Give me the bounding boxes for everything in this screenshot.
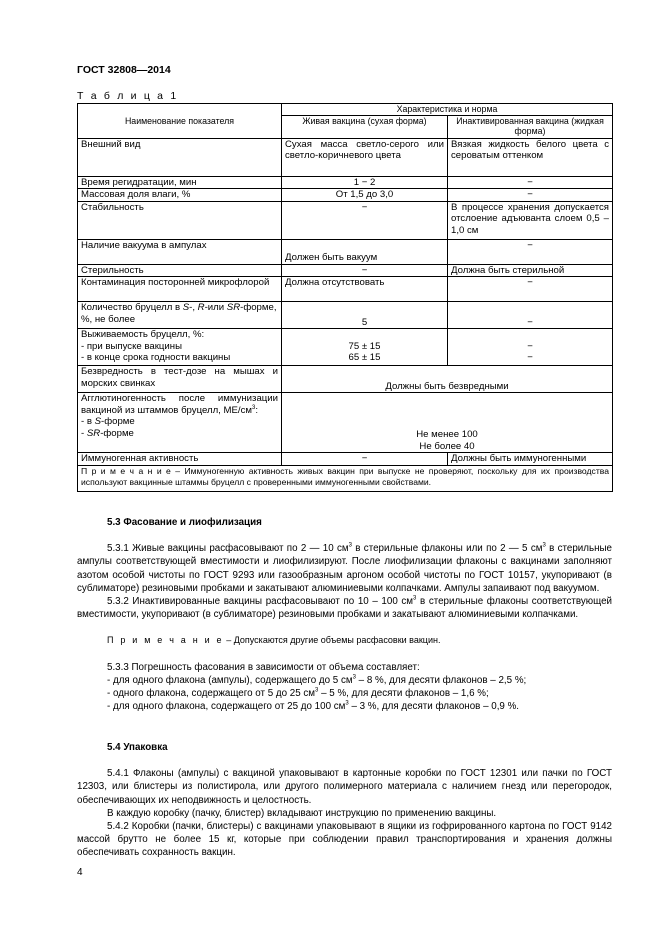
text-part: – 3 %, для десяти флаконов – 0,9 %. — [348, 701, 520, 713]
superscript: 3 — [542, 542, 546, 549]
text-part: - — [81, 428, 87, 440]
paragraph: 5.3.3 Погрешность фасования в зависимости от объема составляет: — [107, 661, 420, 673]
col-header-inact: Инактивированная вакцина (жидкая форма) — [448, 115, 613, 138]
row-name: Массовая доля влаги, % — [78, 189, 282, 202]
superscript: 3 — [251, 404, 256, 411]
row-name — [78, 302, 282, 329]
table-row — [78, 138, 613, 176]
row-sub: - при выпуске вакцины — [81, 340, 182, 352]
row-merged — [282, 393, 613, 453]
row-name: Стабильность — [78, 201, 282, 239]
row-inact: Вязкая жидкость белого цвета с сероватым оттенком — [448, 138, 613, 176]
row-name: Иммуногенная активность — [78, 453, 282, 466]
row-inact: Должны быть иммуногенными — [448, 453, 613, 466]
row-title: Агглютиногенность после иммунизации вакциной из штаммов бруцелл, МЕ/см — [81, 393, 278, 416]
row-inact: − — [448, 176, 613, 189]
col-header-live: Живая вакцина (сухая форма) — [282, 115, 448, 138]
row-live: − — [282, 453, 448, 466]
col-header-name: Наименование показателя — [78, 104, 282, 139]
row-live: − — [282, 201, 448, 239]
row-live: − — [282, 264, 448, 277]
paragraph: В каждую коробку (пачку, блистер) вкладывают инструкцию по применению вакцины. — [107, 807, 497, 819]
row-inact: − — [448, 277, 613, 302]
section-5-3 — [77, 516, 612, 713]
text-part: в стерильные флаконы или по 2 — 5 см — [351, 543, 543, 555]
text-part: Количество бруцелл в — [81, 302, 183, 314]
text-part: -, — [189, 302, 198, 314]
superscript: 3 — [352, 674, 356, 681]
list-item — [77, 700, 612, 713]
table-row — [78, 176, 613, 189]
paragraph: 5.4.1 Флаконы (ампулы) с вакциной упаковывают в картонные коробки по ГОСТ 12301 или пачки по ГОСТ 12303, или блистеры из полистирола, или другого полимерного материала с наличием гнезд или перегородок, обеспечивающих их неподвижность и целостность. — [77, 768, 612, 806]
text-part: -форме, %, не более — [81, 302, 277, 325]
text-part: - одного флакона, содержащего от 5 до 25 см — [107, 688, 316, 700]
section-title: 5.4 Упаковка — [107, 742, 168, 753]
value: 65 ± 15 — [348, 352, 381, 364]
row-live: Должен быть вакуум — [282, 239, 448, 264]
text-part: – 5 %, для десяти флаконов – 1,6 %; — [318, 688, 489, 700]
row-name — [78, 393, 282, 453]
table-row — [78, 329, 613, 366]
row-name: Стерильность — [78, 264, 282, 277]
note — [77, 634, 612, 647]
row-merged: Должны быть безвредными — [282, 366, 613, 393]
section-5-4 — [77, 741, 612, 860]
section-title: 5.3 Фасование и лиофилизация — [107, 517, 262, 528]
col-header-group: Характеристика и норма — [282, 104, 613, 116]
row-live: 1 − 2 — [282, 176, 448, 189]
row-inact: − — [448, 239, 613, 264]
row-live: Должна отсутствовать — [282, 277, 448, 302]
note-text: – Иммуногенную активность живых вакцин при выпуске не проверяют, поскольку для их производства используют вакцинные штаммы бруцелл с проверенными иммуногенными свойствами. — [81, 465, 610, 487]
text-part: -форме — [101, 416, 135, 428]
value: 75 ± 15 — [348, 340, 381, 352]
text-part: в стерильные флаконы соответствующей вместимости, укупоривают (в сублиматоре) резиновыми пробками и закатывают алюминиевыми колпачками. — [77, 596, 612, 621]
superscript: 3 — [413, 595, 417, 602]
row-live: 5 — [282, 302, 448, 329]
note-label: П р и м е ч а н и е — [107, 635, 224, 646]
row-inact: В процессе хранения допускается отслоение адъюванта слоем 0,5 – 1,0 см — [448, 201, 613, 239]
text-part: SR — [226, 302, 241, 314]
text-part: в стерильные ампулы соответствующей вместимости и лиофилизируют. После лиофилизации флаконы с вакцинами заполняют азотом особой чистоты по ГОСТ 9293 или газообразным аргоном особой чистоты по ГОСТ 10157, укупоривают (в сублиматоре) резиновыми пробками и закатывают алюминиевыми колпачками. Ампулы запаивают под вакуумом. — [77, 543, 613, 594]
text-part: - для одного флакона (ампулы), содержащего до 5 см — [107, 674, 353, 686]
text-part: - в — [81, 416, 95, 428]
superscript: 3 — [315, 687, 319, 694]
row-name: Внешний вид — [78, 138, 282, 176]
table-row — [78, 189, 613, 202]
table-row — [78, 277, 613, 302]
value: Не менее 100 — [416, 429, 478, 441]
row-name: Безвредность в тест-дозе на мышах и морских свинках — [78, 366, 282, 393]
row-inact: − — [448, 189, 613, 202]
value: − — [527, 352, 533, 364]
row-inact — [448, 329, 613, 366]
text-part: R — [197, 302, 205, 314]
list-item — [77, 687, 612, 700]
text-part: -или — [204, 302, 227, 314]
row-inact: Должна быть стерильной — [448, 264, 613, 277]
text-part: S — [182, 302, 190, 314]
row-live: Сухая масса светло-серого или светло-коричневого цвета — [282, 138, 448, 176]
paragraph — [77, 542, 612, 595]
text-part: S — [94, 416, 102, 428]
note-label: П р и м е ч а н и е — [81, 465, 171, 476]
table-row — [78, 201, 613, 239]
table-row — [78, 393, 613, 453]
page-number: 4 — [77, 867, 83, 878]
text-part: SR — [86, 428, 101, 440]
table-row — [78, 453, 613, 466]
row-title-tail: : — [255, 404, 258, 416]
row-live: От 1,5 до 3,0 — [282, 189, 448, 202]
specification-table — [77, 103, 613, 492]
table-row — [78, 366, 613, 393]
paragraph: 5.4.2 Коробки (пачки, блистеры) с вакцинами упаковывают в ящики из гофрированного картона по ГОСТ 9142 массой брутто не более 15 кг, которые при соблюдении правил транспортирования и хранения должны обеспечивать сохранность вакцин. — [77, 821, 612, 859]
text-part: -форме — [100, 428, 134, 440]
row-name: Контаминация посторонней микрофлорой — [78, 277, 282, 302]
text-part: - для одного флакона, содержащего от 25 до 100 см — [107, 701, 346, 713]
list-item — [77, 674, 612, 687]
document-header: ГОСТ 32808—2014 — [77, 64, 171, 76]
row-name: Наличие вакуума в ампулах — [78, 239, 282, 264]
row-name — [78, 329, 282, 366]
row-title: Выживаемость бруцелл, %: — [81, 329, 205, 341]
note-text: – Допускаются другие объемы расфасовки вакцин. — [223, 635, 441, 646]
superscript: 3 — [348, 542, 352, 549]
text-part: – 8 %, для десяти флаконов – 2,5 %; — [355, 674, 527, 686]
paragraph — [77, 595, 612, 621]
row-sub: - в конце срока годности вакцины — [81, 352, 231, 364]
text-part: 5.3.2 Инактивированные вакцины расфасовывают по 10 – 100 см — [107, 596, 414, 608]
table-caption: Т а б л и ц а 1 — [77, 90, 179, 102]
row-live — [282, 329, 448, 366]
row-inact: − — [448, 302, 613, 329]
table-row — [78, 264, 613, 277]
table-note — [78, 465, 613, 491]
text-part: 5.3.1 Живые вакцины расфасовывают по 2 — 10 см — [107, 543, 349, 555]
value: − — [527, 340, 533, 352]
table-row — [78, 302, 613, 329]
row-name: Время регидратации, мин — [78, 176, 282, 189]
table-row — [78, 239, 613, 264]
superscript: 3 — [345, 700, 349, 707]
value: Не более 40 — [419, 440, 475, 452]
